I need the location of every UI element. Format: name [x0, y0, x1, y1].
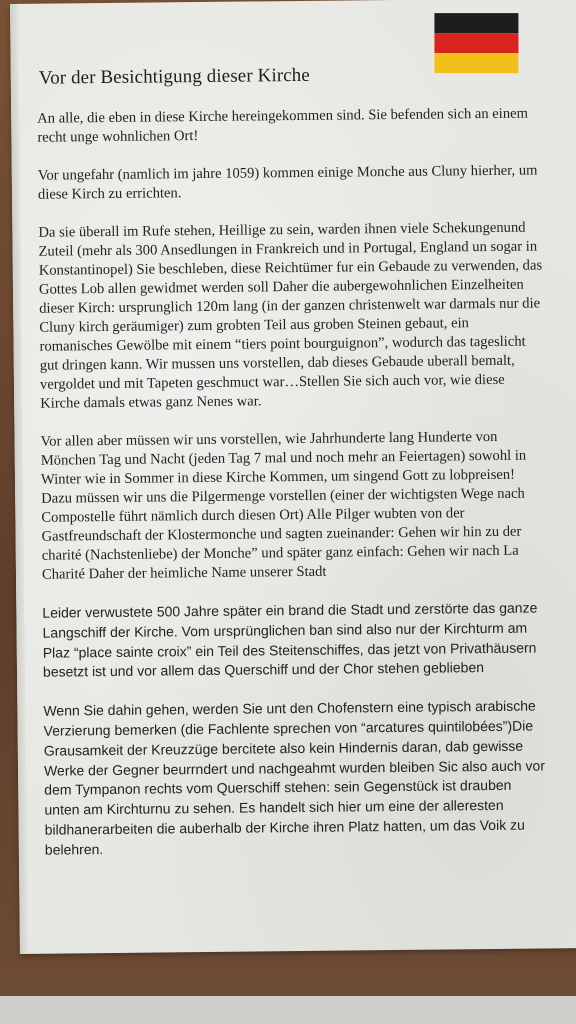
flag-stripe-red: [434, 33, 518, 53]
paragraph-monks-pilgrims: Vor allen aber müssen wir uns vorstellen, wie Jahrhunderte lang Hunderte von Mönchen Tag und Nacht (jeden Tag 7 mal und noch mehr an Feiertagen) sowohl in Winter wie in Sommer in diese Kirche Kommen, um singend Gott zu lobpreisen! Dazu müssen wir uns die Pilgermenge vorstellen (einer der wichtigsten Wege nach Compostelle führt nämlich durch diesen Ort) Alle Pilger wubten von der Gastfreundschaft der Klostermonche und sagten zueinander: Gehen wir hin zu der charité (Nachstenliebe) der Monche” und später ganz einfach: Gehen wir nach La Charité Daher der heimliche Name unserer Stadt: [40, 428, 527, 583]
flag-stripe-black: [434, 13, 518, 33]
second-sheet-edge: [0, 996, 576, 1024]
paragraph-founding: Vor ungefahr (namlich im jahre 1059) kommen einige Monche aus Cluny hierher, um diese Kirch zu errichten.: [37, 162, 538, 203]
document-body: [37, 104, 549, 879]
paragraph-arabic-decoration: Wenn Sie dahin gehen, werden Sie unt den Chofenstern eine typisch arabische Verzierung bemerken (die Fachlente sprechen von “arcatures quintilobées”)Die Grausamkeit der Kreuzzüge bercitete also kein Hindernis daran, dab gewisse Werke der Gegner beurrndert und nachgeahmt wurden bleiben Sic also auch vor dem Tympanon rechts vom Querschiff stehen: sein Gegenstück ist drauben unten am Kirchturnu zu sehen. Es handelt sich hier um eine der alleresten bildhanerarbeiten die auberhalb der Kirche ihren Platz hatten, um das Voik zu belehren.: [43, 697, 546, 858]
info-sheet: [10, 0, 576, 954]
paragraph-wealth: Da sie überall im Rufe stehen, Heillige zu sein, warden ihnen viele Schekungenund Zuteil (mehr als 300 Ansedlungen in Frankreich und in Portugal, England un sogar in Konstantinopel) Sie beschleben, diese Reichtümer fur ein Gebaude zu verwenden, das Gottes Lob allen gewidmet werden soll Daher die aubergewohnlichen Einzelheiten dieser Kirch: ursprunglich 120m lang (in der ganzen christenwelt war darmals nur die Cluny kirch geräumiger) zum grobten Teil aus groben Steinen gebaut, ein romanisches Gewölbe mit einem “tiers point bourguignon”, wodurch das tageslicht gut dringen kann. Wir mussen uns vorstellen, dab dieses Gebaude uberall bemalt, vergoldet und mit Tapeten geschmuct war…Stellen Sie sich auch vor, wie diese Kirche damals etwas ganz Nenes war.: [38, 219, 543, 412]
document-title: Vor der Besichtigung dieser Kirche: [38, 64, 310, 89]
paragraph-fire: Leider verwustete 500 Jahre später ein brand die Stadt und zerstörte das ganze Langschiff der Kirche. Vom ursprünglichen ban sind also nur der Kirchturm am Plaz “place sainte croix” ein Teil des Steitenschiffes, das jetzt von Privathäusern besetzt ist und vor allem das Querschiff und der Chor stehen geblieben: [42, 599, 538, 681]
paragraph-intro: An alle, die eben in diese Kirche hereingekommen sind. Sie befenden sich an einem recht unge wohnlichen Ort!: [37, 105, 529, 146]
